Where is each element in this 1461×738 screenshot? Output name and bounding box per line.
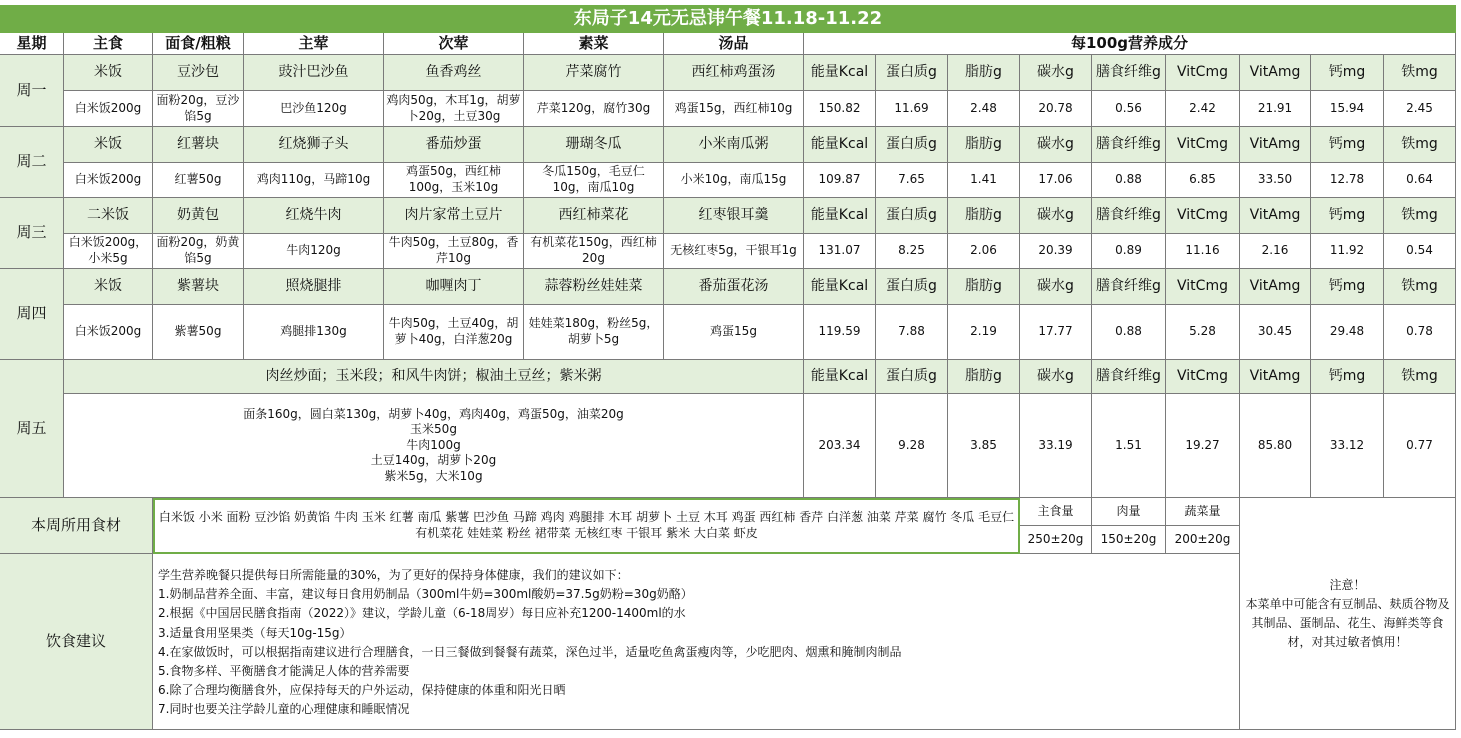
- friday-dishes: 肉丝炒面；玉米段；和风牛肉饼；椒油土豆丝；紫米粥: [64, 360, 804, 394]
- nutrient-value: 0.88: [1092, 305, 1166, 360]
- nutrient-label: 钙mg: [1311, 198, 1384, 234]
- ingredients-line: 有机菜花 娃娃菜 粉丝 裙带菜 无核红枣 干银耳 紫米 大白菜 虾皮: [415, 526, 758, 540]
- header-pastry: 面食/粗粮: [153, 33, 244, 55]
- nutrient-label: 脂肪g: [948, 55, 1020, 91]
- nutrient-value: 109.87: [804, 163, 876, 198]
- nutrient-value: 17.77: [1020, 305, 1092, 360]
- nutrient-label: 能量Kcal: [804, 269, 876, 305]
- dish-name: 奶黄包: [153, 198, 244, 234]
- nutrient-label: 脂肪g: [948, 127, 1020, 163]
- nutrient-value: 20.39: [1020, 234, 1092, 269]
- dish-amount: 芹菜120g，腐竹30g: [524, 91, 664, 127]
- nutrient-value: 7.88: [876, 305, 948, 360]
- nutrient-value: 15.94: [1311, 91, 1384, 127]
- dish-name: 照烧腿排: [244, 269, 384, 305]
- nutrient-label: 膳食纤维g: [1092, 55, 1166, 91]
- day-label: 周三: [0, 198, 64, 269]
- dish-amount: 巴沙鱼120g: [244, 91, 384, 127]
- nutrient-value: 30.45: [1240, 305, 1311, 360]
- nutrient-label: 碳水g: [1020, 198, 1092, 234]
- nutrient-value: 7.65: [876, 163, 948, 198]
- dish-amount: 白米饭200g: [64, 163, 153, 198]
- ingredients-list: [153, 498, 1020, 554]
- advice-line: 7.同时也要关注学龄儿童的心理健康和睡眠情况: [158, 702, 410, 717]
- nutrient-value: 17.06: [1020, 163, 1092, 198]
- header-secondary-dish: 次荤: [384, 33, 524, 55]
- dish-amount: 有机菜花150g，西红柿20g: [524, 234, 664, 269]
- dish-name: 肉片家常土豆片: [384, 198, 524, 234]
- nutrient-label: 钙mg: [1311, 55, 1384, 91]
- nutrient-value: 20.78: [1020, 91, 1092, 127]
- nutrient-label: 能量Kcal: [804, 198, 876, 234]
- dish-amount: 冬瓜150g，毛豆仁10g，南瓜10g: [524, 163, 664, 198]
- nutrient-value: 0.77: [1384, 394, 1456, 498]
- nutrient-value: 85.80: [1240, 394, 1311, 498]
- dish-amount: 白米饭200g: [64, 91, 153, 127]
- header-soup: 汤品: [664, 33, 804, 55]
- nutrient-label: 膳食纤维g: [1092, 198, 1166, 234]
- nutrient-value: 33.12: [1311, 394, 1384, 498]
- dish-name: 二米饭: [64, 198, 153, 234]
- advice-line: 2.根据《中国居民膳食指南（2022）》建议，学龄儿童（6-18周岁）每日应补充1200-1400ml的水: [158, 606, 686, 621]
- friday-amount-line: 玉米50g: [410, 422, 457, 437]
- friday-amount-line: 面条160g，圆白菜130g，胡萝卜40g，鸡肉40g，鸡蛋50g，油菜20g: [243, 406, 624, 421]
- diet-advice-text: [153, 554, 1240, 730]
- nutrient-label: 碳水g: [1020, 360, 1092, 394]
- dish-name: 芹菜腐竹: [524, 55, 664, 91]
- header-nutrition: 每100g营养成分: [804, 33, 1456, 55]
- nutrient-label: VitAmg: [1240, 269, 1311, 305]
- quantity-label: 蔬菜量: [1166, 498, 1240, 526]
- quantity-value: 200±20g: [1166, 526, 1240, 554]
- dish-name: 鱼香鸡丝: [384, 55, 524, 91]
- nutrient-label: VitAmg: [1240, 127, 1311, 163]
- dish-amount: 无核红枣5g，干银耳1g: [664, 234, 804, 269]
- day-label: 周五: [0, 360, 64, 498]
- nutrient-value: 9.28: [876, 394, 948, 498]
- dish-name: 西红柿鸡蛋汤: [664, 55, 804, 91]
- nutrient-label: VitAmg: [1240, 360, 1311, 394]
- nutrient-label: 蛋白质g: [876, 127, 948, 163]
- nutrient-value: 131.07: [804, 234, 876, 269]
- nutrient-label: 蛋白质g: [876, 55, 948, 91]
- nutrient-label: 膳食纤维g: [1092, 127, 1166, 163]
- quantity-label: 主食量: [1020, 498, 1092, 526]
- dish-amount: 小米10g，南瓜15g: [664, 163, 804, 198]
- nutrient-value: 19.27: [1166, 394, 1240, 498]
- dish-name: 西红柿菜花: [524, 198, 664, 234]
- dish-name: 红枣银耳羹: [664, 198, 804, 234]
- nutrient-label: 铁mg: [1384, 55, 1456, 91]
- nutrient-value: 11.69: [876, 91, 948, 127]
- nutrient-label: 铁mg: [1384, 269, 1456, 305]
- dish-name: 咖喱肉丁: [384, 269, 524, 305]
- day-label: 周一: [0, 55, 64, 127]
- nutrient-value: 33.19: [1020, 394, 1092, 498]
- nutrient-value: 0.88: [1092, 163, 1166, 198]
- notice-text: 本菜单中可能含有豆制品、麸质谷物及其制品、蛋制品、花生、海鲜类等食材，对其过敏者慎用！: [1245, 596, 1450, 649]
- advice-line: 学生营养晚餐只提供每日所需能量的30%，为了更好的保持身体健康，我们的建议如下：: [158, 568, 629, 582]
- nutrient-value: 150.82: [804, 91, 876, 127]
- nutrient-label: VitAmg: [1240, 198, 1311, 234]
- dish-amount: 面粉20g，奶黄馅5g: [153, 234, 244, 269]
- nutrient-label: VitCmg: [1166, 360, 1240, 394]
- dish-name: 豉汁巴沙鱼: [244, 55, 384, 91]
- dish-amount: 牛肉120g: [244, 234, 384, 269]
- dish-amount: 鸡蛋15g，西红柿10g: [664, 91, 804, 127]
- dish-amount: 白米饭200g，小米5g: [64, 234, 153, 269]
- nutrient-label: 脂肪g: [948, 360, 1020, 394]
- nutrient-label: VitAmg: [1240, 55, 1311, 91]
- dish-name: 豆沙包: [153, 55, 244, 91]
- friday-amount-line: 紫米5g，大米10g: [384, 468, 483, 483]
- nutrient-value: 3.85: [948, 394, 1020, 498]
- nutrient-label: VitCmg: [1166, 269, 1240, 305]
- dish-amount: 白米饭200g: [64, 305, 153, 360]
- diet-advice-label: 饮食建议: [0, 554, 153, 730]
- dish-amount: 鸡肉110g，马蹄10g: [244, 163, 384, 198]
- nutrient-value: 33.50: [1240, 163, 1311, 198]
- nutrient-value: 0.78: [1384, 305, 1456, 360]
- nutrient-label: 蛋白质g: [876, 269, 948, 305]
- header-day: 星期: [0, 33, 64, 55]
- nutrient-value: 11.16: [1166, 234, 1240, 269]
- dish-amount: 牛肉50g，土豆40g，胡萝卜40g，白洋葱20g: [384, 305, 524, 360]
- nutrient-label: VitCmg: [1166, 55, 1240, 91]
- nutrient-label: 能量Kcal: [804, 55, 876, 91]
- dish-name: 珊瑚冬瓜: [524, 127, 664, 163]
- nutrient-value: 203.34: [804, 394, 876, 498]
- advice-line: 4.在家做饭时，可以根据指南建议进行合理膳食，一日三餐做到餐餐有蔬菜，深色过半，适量吃鱼禽蛋瘦肉等，少吃肥肉、烟熏和腌制肉制品: [158, 644, 902, 659]
- nutrient-value: 29.48: [1311, 305, 1384, 360]
- nutrient-label: 碳水g: [1020, 269, 1092, 305]
- nutrient-label: 能量Kcal: [804, 127, 876, 163]
- friday-amounts: [64, 394, 804, 498]
- nutrient-value: 21.91: [1240, 91, 1311, 127]
- dish-name: 红烧牛肉: [244, 198, 384, 234]
- nutrient-value: 0.54: [1384, 234, 1456, 269]
- header-main-dish: 主荤: [244, 33, 384, 55]
- nutrient-label: 蛋白质g: [876, 360, 948, 394]
- dish-amount: 鸡肉50g，木耳1g，胡萝卜20g，土豆30g: [384, 91, 524, 127]
- dish-amount: 娃娃菜180g，粉丝5g，胡萝卜5g: [524, 305, 664, 360]
- nutrient-value: 0.64: [1384, 163, 1456, 198]
- dish-name: 小米南瓜粥: [664, 127, 804, 163]
- nutrient-label: 钙mg: [1311, 360, 1384, 394]
- nutrient-label: 蛋白质g: [876, 198, 948, 234]
- ingredients-line: 白米饭 小米 面粉 豆沙馅 奶黄馅 牛肉 玉米 红薯 南瓜 紫薯 巴沙鱼 马蹄 鸡肉 鸡腿排 木耳 胡萝卜 土豆 木耳 鸡蛋 西红柿 香芹 白洋葱 油菜 芹菜 腐竹 冬瓜 毛豆仁: [158, 510, 1015, 525]
- dish-amount: 鸡腿排130g: [244, 305, 384, 360]
- advice-line: 6.除了合理均衡膳食外，应保持每天的户外运动，保持健康的体重和阳光日晒: [158, 683, 566, 698]
- dish-name: 米饭: [64, 127, 153, 163]
- dish-amount: 面粉20g，豆沙馅5g: [153, 91, 244, 127]
- nutrient-value: 2.19: [948, 305, 1020, 360]
- nutrient-label: 碳水g: [1020, 127, 1092, 163]
- ingredients-label: 本周所用食材: [0, 498, 153, 554]
- nutrient-label: 铁mg: [1384, 360, 1456, 394]
- nutrient-value: 2.45: [1384, 91, 1456, 127]
- dish-name: 紫薯块: [153, 269, 244, 305]
- quantity-label: 肉量: [1092, 498, 1166, 526]
- dish-amount: 紫薯50g: [153, 305, 244, 360]
- day-label: 周二: [0, 127, 64, 198]
- nutrient-label: 碳水g: [1020, 55, 1092, 91]
- day-label: 周四: [0, 269, 64, 360]
- nutrient-value: 5.28: [1166, 305, 1240, 360]
- advice-line: 1.奶制品营养全面、丰富，建议每日食用奶制品（300ml牛奶=300ml酸奶=37.5g奶粉=30g奶酪）: [158, 587, 693, 602]
- dish-amount: 牛肉50g，土豆80g，香芹10g: [384, 234, 524, 269]
- dish-name: 红烧狮子头: [244, 127, 384, 163]
- nutrient-label: 钙mg: [1311, 269, 1384, 305]
- nutrient-value: 2.48: [948, 91, 1020, 127]
- nutrient-value: 2.16: [1240, 234, 1311, 269]
- nutrient-value: 8.25: [876, 234, 948, 269]
- nutrient-value: 1.41: [948, 163, 1020, 198]
- dish-name: 番茄蛋花汤: [664, 269, 804, 305]
- header-staple: 主食: [64, 33, 153, 55]
- nutrient-label: 铁mg: [1384, 127, 1456, 163]
- nutrient-label: 钙mg: [1311, 127, 1384, 163]
- advice-line: 3.适量食用坚果类（每天10g-15g）: [158, 625, 352, 640]
- nutrient-label: VitCmg: [1166, 198, 1240, 234]
- nutrient-value: 6.85: [1166, 163, 1240, 198]
- nutrient-label: 脂肪g: [948, 198, 1020, 234]
- dish-name: 米饭: [64, 269, 153, 305]
- nutrient-value: 11.92: [1311, 234, 1384, 269]
- menu-title: 东局子14元无忌讳午餐11.18-11.22: [0, 5, 1456, 33]
- dish-name: 米饭: [64, 55, 153, 91]
- nutrient-label: VitCmg: [1166, 127, 1240, 163]
- friday-amount-line: 牛肉100g: [406, 437, 461, 452]
- nutrient-value: 0.89: [1092, 234, 1166, 269]
- dish-amount: 鸡蛋50g，西红柿100g，玉米10g: [384, 163, 524, 198]
- dish-amount: 鸡蛋15g: [664, 305, 804, 360]
- nutrient-label: 能量Kcal: [804, 360, 876, 394]
- advice-line: 5.食物多样、平衡膳食才能满足人体的营养需要: [158, 664, 410, 679]
- nutrient-value: 0.56: [1092, 91, 1166, 127]
- nutrient-label: 脂肪g: [948, 269, 1020, 305]
- nutrient-value: 119.59: [804, 305, 876, 360]
- nutrient-value: 12.78: [1311, 163, 1384, 198]
- dish-name: 番茄炒蛋: [384, 127, 524, 163]
- quantity-value: 250±20g: [1020, 526, 1092, 554]
- friday-amount-line: 土豆140g，胡萝卜20g: [370, 453, 497, 468]
- nutrient-value: 1.51: [1092, 394, 1166, 498]
- dish-amount: 红薯50g: [153, 163, 244, 198]
- nutrient-label: 膳食纤维g: [1092, 360, 1166, 394]
- notice-title: 注意！: [1329, 577, 1366, 592]
- nutrient-value: 2.42: [1166, 91, 1240, 127]
- header-vegetable: 素菜: [524, 33, 664, 55]
- quantity-value: 150±20g: [1092, 526, 1166, 554]
- nutrient-label: 膳食纤维g: [1092, 269, 1166, 305]
- nutrient-label: 铁mg: [1384, 198, 1456, 234]
- nutrient-value: 2.06: [948, 234, 1020, 269]
- dish-name: 蒜蓉粉丝娃娃菜: [524, 269, 664, 305]
- allergen-notice: [1240, 498, 1456, 730]
- dish-name: 红薯块: [153, 127, 244, 163]
